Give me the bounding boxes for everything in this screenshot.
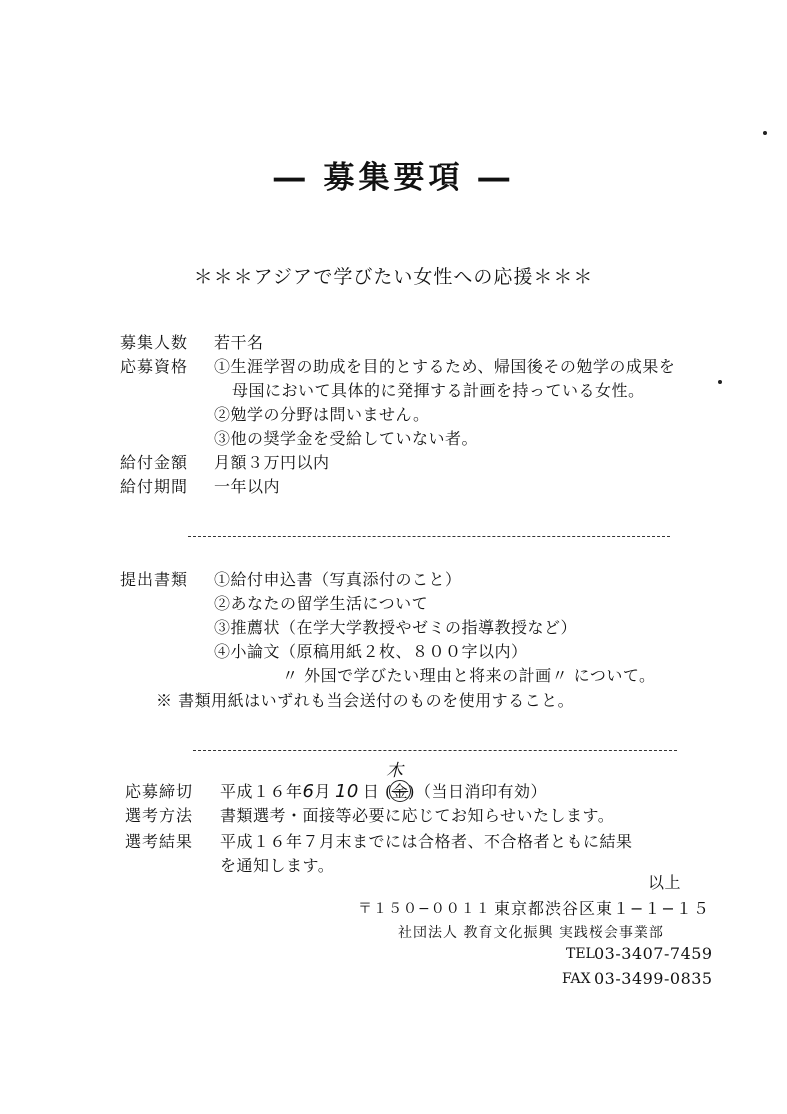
documents-note: ※ 書類用紙はいずれも当会送付のものを使用すること。 bbox=[156, 691, 575, 710]
deadline-value bbox=[220, 779, 547, 802]
document-item: ①給付申込書（写真添付のこと） bbox=[214, 570, 462, 589]
postal-code: 〒１５０−００１１ bbox=[358, 901, 491, 917]
subtitle: ＊＊＊アジアで学びたい女性への応援＊＊＊ bbox=[193, 266, 594, 288]
selection-result-line: 平成１６年７月末までには合格者、不合格者ともに結果 bbox=[220, 832, 633, 851]
document-item: ②あなたの留学生活について bbox=[214, 594, 429, 613]
address: 東京都渋谷区東１−１−１５ bbox=[494, 899, 710, 918]
deadline-month-unit: 月 bbox=[314, 782, 331, 801]
scan-speck bbox=[763, 131, 767, 135]
period-value: 一年以内 bbox=[214, 477, 281, 496]
deadline-label: 応募締切 bbox=[125, 782, 194, 801]
recruit-count-label: 募集人数 bbox=[120, 333, 189, 352]
qualification-line: ①生涯学習の助成を目的とするため、帰国後その勉学の成果を bbox=[214, 357, 676, 376]
essay-topic: 〃 外国で学びたい理由と将来の計画〃 について。 bbox=[282, 666, 656, 685]
amount-value: 月額３万円以内 bbox=[214, 453, 330, 472]
period-label: 給付期間 bbox=[120, 477, 189, 496]
closing-ijo: 以上 bbox=[648, 873, 682, 892]
fax-number: 03-3499-0835 bbox=[594, 969, 713, 988]
handwritten-weekday-correction: 木 bbox=[386, 761, 403, 781]
dashed-divider bbox=[193, 750, 677, 751]
deadline-prefix: 平成１６年 bbox=[220, 782, 303, 801]
tel-label: TEL bbox=[566, 946, 595, 962]
document-item: ④小論文（原稿用紙２枚、８００字以内） bbox=[214, 642, 528, 661]
page-title: ― 募集要項 ― bbox=[273, 160, 514, 196]
deadline-day-unit: 日 ( bbox=[362, 782, 392, 801]
fax-label: FAX bbox=[562, 971, 591, 987]
document-item: ③推薦状（在学大学教授やゼミの指導教授など） bbox=[214, 618, 578, 637]
documents-label: 提出書類 bbox=[120, 570, 189, 589]
selection-method-value: 書類選考・面接等必要に応じてお知らせいたします。 bbox=[220, 806, 615, 825]
deadline-day-handwritten: 10 bbox=[334, 781, 359, 802]
organization: 社団法人 教育文化振興 実践桜会事業部 bbox=[398, 925, 664, 941]
deadline-suffix: )（当日消印有効） bbox=[408, 782, 547, 801]
selection-result-label: 選考結果 bbox=[125, 832, 194, 851]
qualification-line: ②勉学の分野は問いません。 bbox=[214, 405, 430, 424]
amount-label: 給付金額 bbox=[120, 453, 189, 472]
qualification-line: 母国において具体的に発揮する計画を持っている女性。 bbox=[232, 381, 645, 400]
recruit-count-value: 若干名 bbox=[214, 333, 264, 352]
deadline-month-handwritten: 6 bbox=[302, 781, 315, 802]
dashed-divider bbox=[188, 536, 670, 537]
selection-result-line: を通知します。 bbox=[220, 856, 335, 875]
selection-method-label: 選考方法 bbox=[125, 806, 194, 825]
deadline-weekday-struck: 金 bbox=[392, 779, 409, 802]
scan-speck bbox=[718, 380, 722, 384]
tel-number: 03-3407-7459 bbox=[594, 944, 713, 963]
qualification-line: ③他の奨学金を受給していない者。 bbox=[214, 429, 479, 448]
qualification-label: 応募資格 bbox=[120, 357, 189, 376]
